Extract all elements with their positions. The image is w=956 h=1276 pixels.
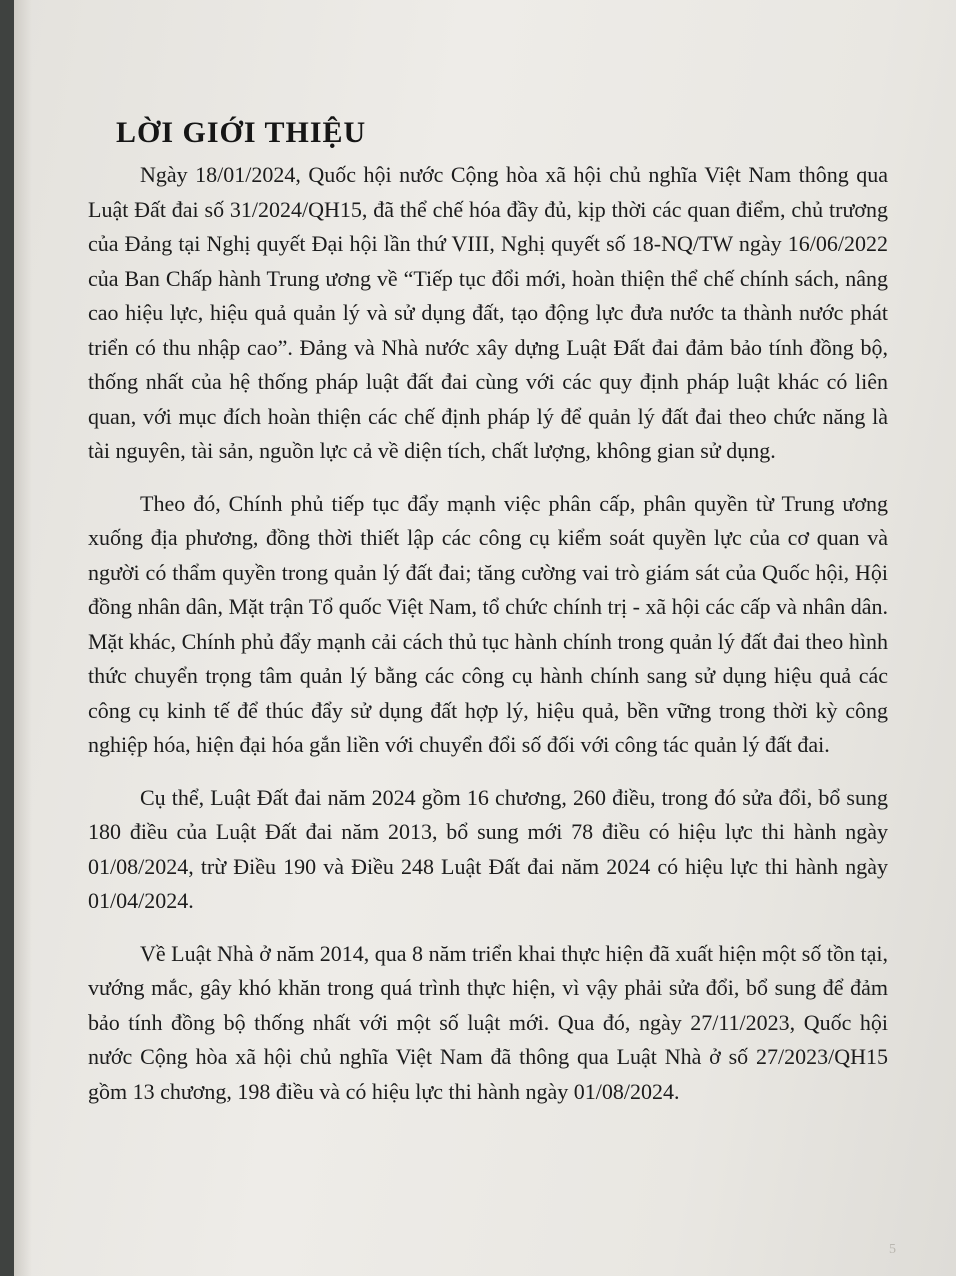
- paragraph-1: Ngày 18/01/2024, Quốc hội nước Cộng hòa xã hội chủ nghĩa Việt Nam thông qua Luật Đất đai số 31/2024/QH15, đã thể chế hóa đầy đủ, kịp thời các quan điểm, chủ trương của Đảng tại Nghị quyết Đại hội lần thứ VIII, Nghị quyết số 18-NQ/TW ngày 16/06/2022 của Ban Chấp hành Trung ương về “Tiếp tục đổi mới, hoàn thiện thể chế chính sách, nâng cao hiệu lực, hiệu quả quản lý và sử dụng đất, tạo động lực đưa nước ta thành nước phát triển có thu nhập cao”. Đảng và Nhà nước xây dựng Luật Đất đai đảm bảo tính đồng bộ, thống nhất của hệ thống pháp luật đất đai cùng với các quy định pháp luật khác có liên quan, với mục đích hoàn thiện các chế định pháp lý để quản lý đất đai theo chức năng là tài nguyên, tài sản, nguồn lực cả về diện tích, chất lượng, không gian sử dụng.: [88, 162, 888, 463]
- book-page: [14, 0, 956, 1276]
- paragraph-3: Cụ thể, Luật Đất đai năm 2024 gồm 16 chương, 260 điều, trong đó sửa đổi, bổ sung 180 điều của Luật Đất đai năm 2013, bổ sung mới 78 điều có hiệu lực thi hành ngày 01/08/2024, trừ Điều 190 và Điều 248 Luật Đất đai năm 2024 có hiệu lực thi hành ngày 01/04/2024.: [88, 784, 888, 913]
- page-gutter-shadow: [14, 0, 32, 1276]
- paragraph-4: Về Luật Nhà ở năm 2014, qua 8 năm triển khai thực hiện đã xuất hiện một số tồn tại, vướng mắc, gây khó khăn trong quá trình thực hiện, vì vậy phải sửa đổi, bổ sung để đảm bảo tính đồng bộ thống nhất với một số luật mới. Qua đó, ngày 27/11/2023, Quốc hội nước Cộng hòa xã hội chủ nghĩa Việt Nam đã thông qua Luật Nhà ở số 27/2023/QH15 gồm 13 chương, 198 điều và có hiệu lực thi hành ngày 01/08/2024.: [88, 940, 888, 1104]
- page-number: 5: [889, 1242, 896, 1257]
- page-title: LỜI GIỚI THIỆU: [116, 116, 367, 149]
- paragraph-2: Theo đó, Chính phủ tiếp tục đẩy mạnh việc phân cấp, phân quyền từ Trung ương xuống địa phương, đồng thời thiết lập các công cụ kiểm soát quyền lực của cơ quan và người có thẩm quyền trong quản lý đất đai; tăng cường vai trò giám sát của Quốc hội, Hội đồng nhân dân, Mặt trận Tổ quốc Việt Nam, tổ chức chính trị - xã hội các cấp và nhân dân. Mặt khác, Chính phủ đẩy mạnh cải cách thủ tục hành chính trong quản lý đất đai theo hình thức chuyển trọng tâm quản lý bằng các công cụ hành chính sang sử dụng hiệu quả các công cụ kinh tế để thúc đẩy sử dụng đất hợp lý, hiệu quả, bền vững trong thời kỳ công nghiệp hóa, hiện đại hóa gắn liền với chuyển đổi số đối với công tác quản lý đất đai.: [88, 490, 888, 757]
- page-content: [88, 112, 888, 1127]
